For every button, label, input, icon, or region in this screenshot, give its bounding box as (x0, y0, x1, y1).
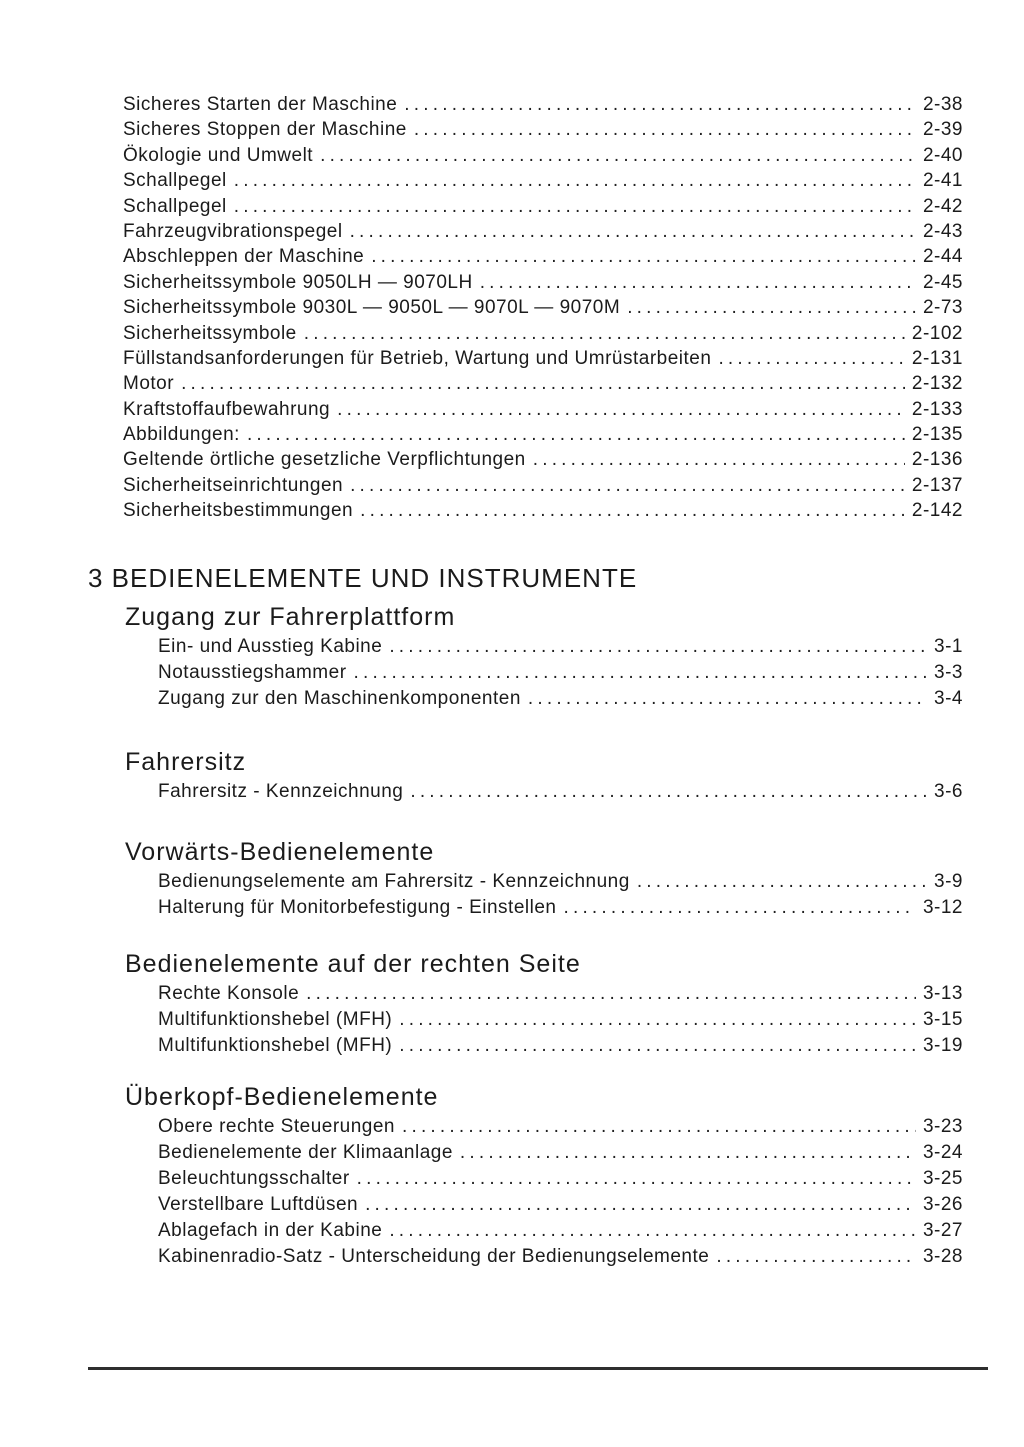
dot-leader (718, 346, 904, 371)
toc-entry-row (88, 498, 963, 523)
toc-entry-row (88, 869, 963, 895)
toc-entry-page-number: 2-43 (922, 220, 963, 242)
dot-leader (181, 371, 905, 396)
toc-entry-row (88, 686, 963, 712)
dot-leader (365, 1192, 916, 1218)
toc-entry-row (88, 1140, 963, 1166)
toc-entry-title: Verstellbare Luftdüsen (158, 1193, 359, 1215)
toc-entry-row (88, 168, 963, 193)
dot-leader (399, 1007, 916, 1033)
toc-entry-page-number: 2-135 (911, 424, 963, 446)
toc-entry-row (88, 447, 963, 472)
dot-leader (563, 895, 915, 921)
toc-entry-page-number: 2-137 (911, 474, 963, 496)
toc-entry-title: Sicherheitssymbole 9050LH — 9070LH (123, 271, 473, 293)
toc-entry-title: Bedienungselemente am Fahrersitz - Kennzeichnung (158, 870, 630, 892)
toc-entry-title: Multifunktionshebel (MFH) (158, 1034, 393, 1056)
dot-leader (480, 270, 916, 295)
toc-entry-page-number: 3-19 (922, 1034, 963, 1056)
toc-entry-row (88, 117, 963, 142)
toc-entry-row (88, 1244, 963, 1270)
dot-leader (410, 779, 927, 805)
toc-entry-title: Sicherheitssymbole 9030L — 9050L — 9070L — 9070M (123, 297, 621, 319)
toc-entry-page-number: 2-38 (922, 94, 963, 115)
section-entry-list (88, 869, 963, 921)
section-entry-list (88, 981, 963, 1059)
toc-entry-page-number: 3-23 (922, 1115, 963, 1137)
toc-section (88, 1080, 963, 1270)
toc-entry-row (88, 422, 963, 447)
dot-leader (350, 473, 905, 498)
section-heading: Fahrersitz (125, 747, 247, 776)
toc-entry-page-number: 3-26 (922, 1193, 963, 1215)
toc-entry-page-number: 2-133 (911, 398, 963, 420)
chapter3-section-list (88, 600, 963, 1270)
toc-entry-row (88, 194, 963, 219)
dot-leader (402, 1114, 916, 1140)
toc-entry-title: Rechte Konsole (158, 982, 300, 1004)
toc-section (88, 947, 963, 1059)
toc-section (88, 835, 963, 921)
toc-entry-page-number: 2-44 (922, 246, 963, 268)
toc-entry-page-number: 3-4 (934, 687, 963, 709)
toc-entry-page-number: 2-73 (922, 297, 963, 319)
section-heading: Überkopf-Bedienelemente (125, 1082, 439, 1111)
toc-entry-page-number: 3-27 (922, 1219, 963, 1241)
toc-entry-page-number: 2-102 (911, 322, 963, 344)
chapter-3-heading: 3 BEDIENELEMENTE UND INSTRUMENTE (88, 562, 638, 593)
toc-entry-row (88, 244, 963, 269)
toc-entry-title: Beleuchtungsschalter (158, 1167, 350, 1189)
toc-section (88, 745, 963, 805)
section-entry-list (88, 634, 963, 712)
toc-entry-title: Ökologie und Umwelt (123, 144, 314, 166)
toc-entry-row (88, 1192, 963, 1218)
dot-leader (716, 1244, 916, 1270)
toc-entry-page-number: 2-45 (922, 271, 963, 293)
toc-entry-page-number: 2-142 (911, 500, 963, 522)
toc-entry-page-number: 2-42 (922, 195, 963, 217)
toc-entry-row (88, 219, 963, 244)
toc-entry-title: Abschleppen der Maschine (123, 246, 365, 268)
toc-entry-title: Füllstandsanforderungen für Betrieb, Wartung und Umrüstarbeiten (123, 347, 712, 369)
toc-entry-title: Ein- und Ausstieg Kabine (158, 635, 383, 657)
dot-leader (320, 143, 916, 168)
dot-leader (360, 498, 905, 523)
dot-leader (389, 634, 927, 660)
dot-leader (304, 321, 905, 346)
toc-section (88, 600, 963, 712)
toc-entry-page-number: 2-40 (922, 144, 963, 166)
toc-entry-title: Kraftstoffaufbewahrung (123, 398, 331, 420)
toc-entry-title: Bedienelemente der Klimaanlage (158, 1141, 453, 1163)
toc-entry-page-number: 2-39 (922, 119, 963, 141)
toc-entry-page-number: 3-9 (934, 870, 963, 892)
dot-leader (533, 447, 905, 472)
toc-entry-page-number: 2-131 (911, 347, 963, 369)
dot-leader (371, 244, 916, 269)
toc-entry-title: Sicheres Starten der Maschine (123, 94, 398, 115)
toc-entry-page-number: 3-15 (922, 1008, 963, 1030)
toc-entry-title: Abbildungen: (123, 424, 240, 446)
toc-entry-row (88, 473, 963, 498)
section-entry-list (88, 1114, 963, 1270)
dot-leader (404, 92, 916, 117)
dot-leader (399, 1033, 916, 1059)
toc-entry-page-number: 3-6 (934, 780, 963, 802)
toc-entry-title: Sicherheitsbestimmungen (123, 500, 354, 522)
dot-leader (528, 686, 927, 712)
dot-leader (337, 397, 905, 422)
toc-entry-row (88, 1114, 963, 1140)
toc-entry-title: Sicherheitssymbole (123, 322, 297, 344)
toc-entry-title: Zugang zur den Maschinenkomponenten (158, 687, 521, 709)
section-heading: Vorwärts-Bedienelemente (125, 837, 435, 866)
toc-entry-page-number: 3-3 (934, 661, 963, 683)
section-entry-list (88, 779, 963, 805)
dot-leader (234, 194, 916, 219)
toc-entry-row (88, 1007, 963, 1033)
toc-entry-title: Schallpegel (123, 170, 227, 192)
dot-leader (247, 422, 905, 447)
toc-entry-row (88, 634, 963, 660)
toc-entry-row (88, 346, 963, 371)
dot-leader (357, 1166, 916, 1192)
toc-entry-title: Sicheres Stoppen der Maschine (123, 119, 407, 141)
toc-entry-page-number: 3-28 (922, 1245, 963, 1267)
toc-entry-row (88, 660, 963, 686)
toc-entry-title: Halterung für Monitorbefestigung - Einstellen (158, 896, 557, 918)
dot-leader (350, 219, 916, 244)
dot-leader (234, 168, 916, 193)
toc-entry-row (88, 1166, 963, 1192)
dot-leader (637, 869, 927, 895)
toc-entry-page-number: 3-24 (922, 1141, 963, 1163)
toc-entry-row (88, 92, 963, 117)
toc-entry-row (88, 143, 963, 168)
toc-entry-page-number: 2-136 (911, 449, 963, 471)
toc-entry-row (88, 779, 963, 805)
toc-entry-title: Notausstiegshammer (158, 661, 347, 683)
toc-entry-page-number: 3-25 (922, 1167, 963, 1189)
section-heading: Bedienelemente auf der rechten Seite (125, 949, 581, 978)
toc-entry-title: Schallpegel (123, 195, 227, 217)
toc-entry-title: Multifunktionshebel (MFH) (158, 1008, 393, 1030)
toc-entry-page-number: 2-41 (922, 170, 963, 192)
toc-entry-row (88, 270, 963, 295)
dot-leader (354, 660, 928, 686)
toc-entry-title: Motor (123, 373, 175, 395)
toc-entry-title: Fahrersitz - Kennzeichnung (158, 780, 404, 802)
toc-entry-title: Fahrzeugvibrationspegel (123, 220, 343, 242)
toc-entry-title: Obere rechte Steuerungen (158, 1115, 395, 1137)
dot-leader (460, 1140, 916, 1166)
toc-entry-row (88, 295, 963, 320)
dot-leader (389, 1218, 916, 1244)
toc-entry-row (88, 321, 963, 346)
toc-entry-page-number: 3-13 (922, 982, 963, 1004)
toc-entry-row (88, 1033, 963, 1059)
toc-entry-row (88, 895, 963, 921)
toc-entry-page-number: 3-12 (922, 896, 963, 918)
toc-entry-row (88, 981, 963, 1007)
toc-entry-row (88, 371, 963, 396)
toc-entry-page-number: 2-132 (911, 373, 963, 395)
dot-leader (627, 295, 916, 320)
toc-entry-row (88, 1218, 963, 1244)
toc-entry-title: Geltende örtliche gesetzliche Verpflichtungen (123, 449, 526, 471)
toc-entry-title: Sicherheitseinrichtungen (123, 474, 344, 496)
toc-entry-row (88, 397, 963, 422)
footer-rule (88, 1367, 988, 1370)
toc-entry-title: Ablagefach in der Kabine (158, 1219, 383, 1241)
section-heading: Zugang zur Fahrerplattform (125, 602, 456, 631)
dot-leader (306, 981, 916, 1007)
chapter2-continued-entry-list (88, 92, 963, 524)
dot-leader (414, 117, 916, 142)
toc-entry-page-number: 3-1 (934, 635, 963, 657)
toc-entry-title: Kabinenradio-Satz - Unterscheidung der Bedienungselemente (158, 1245, 710, 1267)
